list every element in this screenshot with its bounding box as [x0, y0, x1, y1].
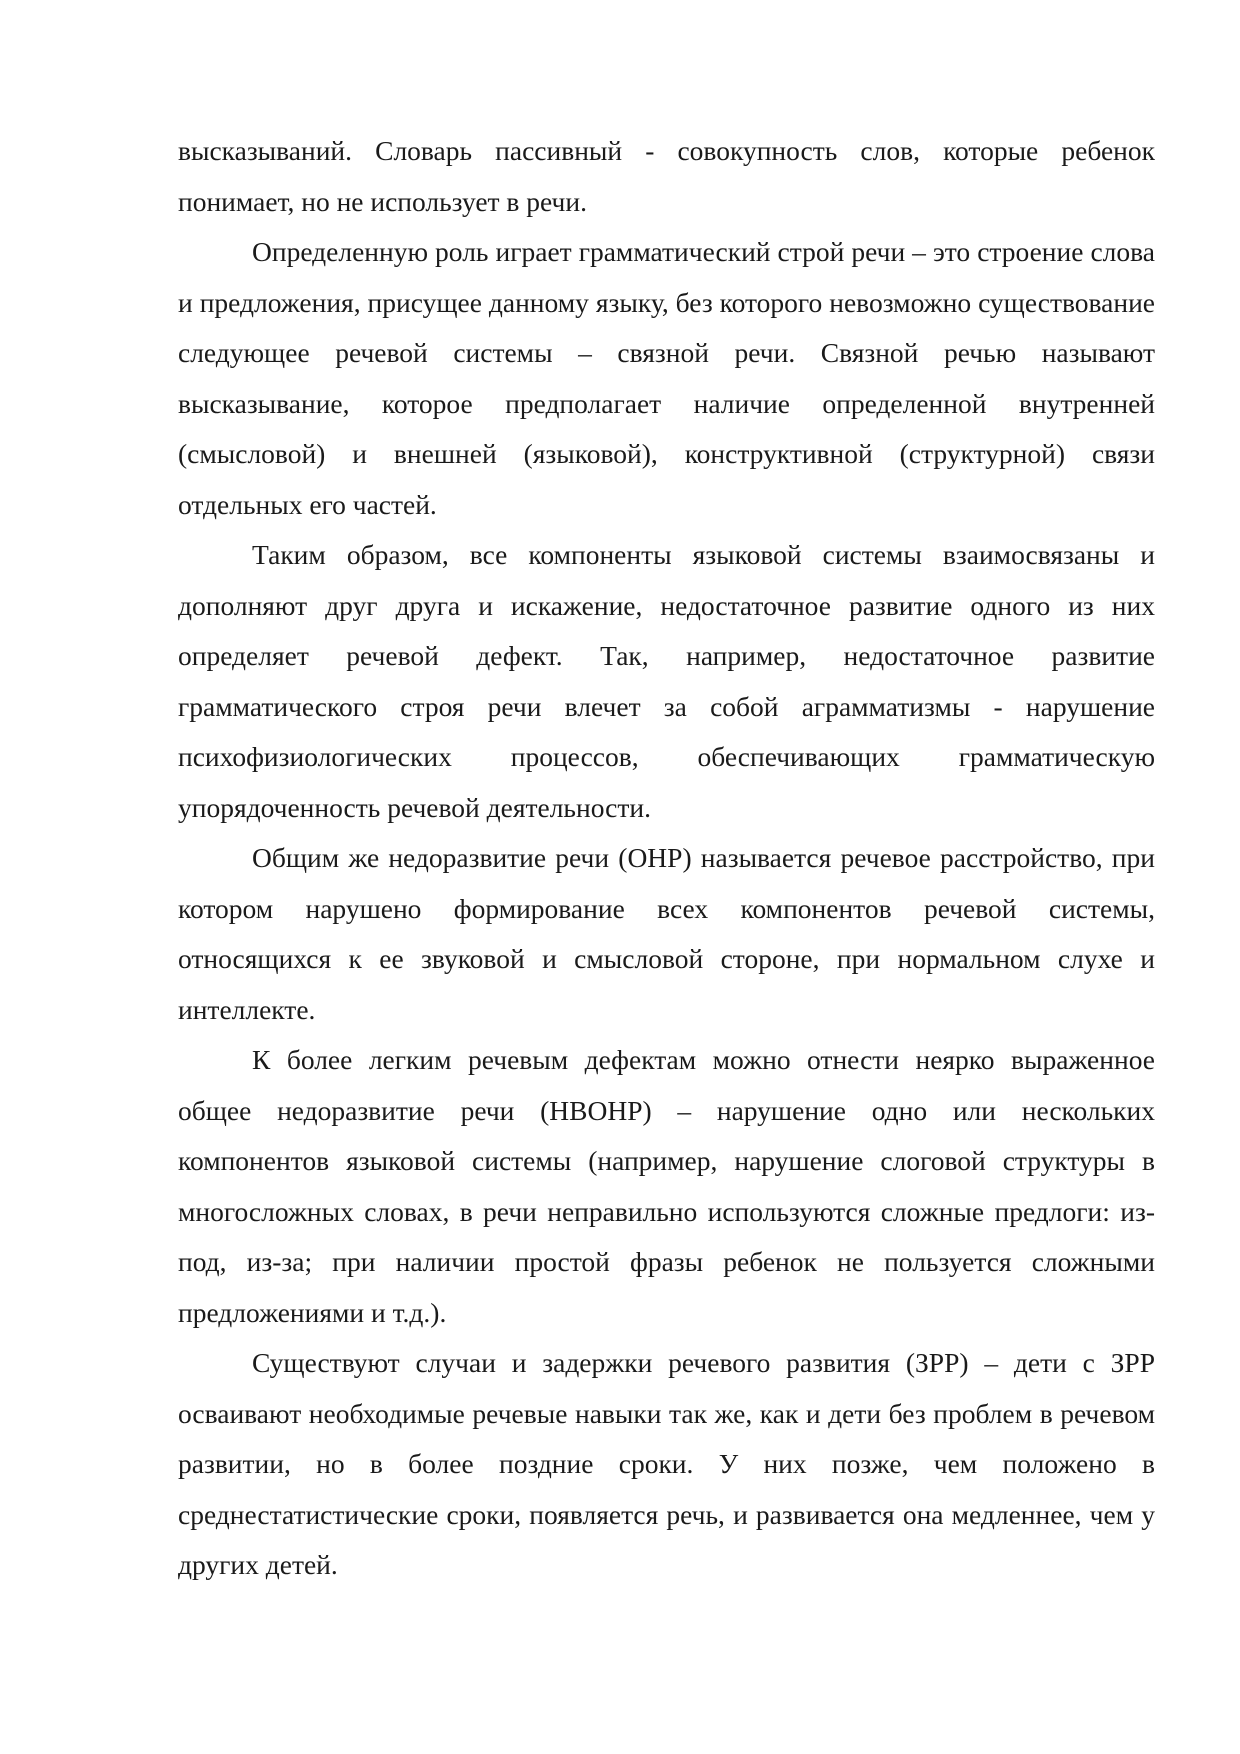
paragraph-onr: Общим же недоразвитие речи (ОНР) называется речевое расстройство, при котором нарушено формирование всех компонентов речевой системы, относящихся к ее звуковой и смысловой стороне, при нормальном слухе и интеллекте.: [178, 842, 1155, 1025]
paragraph-nvonr: К более легким речевым дефектам можно отнести неярко выраженное общее недоразвитие речи (НВОНР) – нарушение одно или нескольких компонентов языковой системы (например, нарушение слоговой структуры в многосложных словах, в речи неправильно используются сложные предлоги: из-под, из-за; при наличии простой фразы ребенок не пользуется сложными предложениями и т.д.).: [178, 1044, 1155, 1328]
paragraph-continuation: высказываний. Словарь пассивный - совокупность слов, которые ребенок понимает, но не использует в речи.: [178, 135, 1155, 217]
paragraph-grammar: Определенную роль играет грамматический строй речи – это строение слова и предложения, присущее данному языку, без которого невозможно существование следующее речевой системы – связной речи. Связной речью называют высказывание, которое предполагает наличие определенной внутренней (смысловой) и внешней (языковой), конструктивной (структурной) связи отдельных его частей.: [178, 236, 1155, 520]
paragraph-language-system: Таким образом, все компоненты языковой системы взаимосвязаны и дополняют друг друга и искажение, недостаточное развитие одного из них определяет речевой дефект. Так, например, недостаточное развитие грамматического строя речи влечет за собой аграмматизмы - нарушение психофизиологических процессов, обеспечивающих грамматическую упорядоченность речевой деятельности.: [178, 539, 1155, 823]
paragraph-zrr: Существуют случаи и задержки речевого развития (ЗРР) – дети с ЗРР осваивают необходимые речевые навыки так же, как и дети без проблем в речевом развитии, но в более поздние сроки. У них позже, чем положено в среднестатистические сроки, появляется речь, и развивается она медленнее, чем у других детей.: [178, 1347, 1155, 1580]
document-body: [178, 126, 1155, 1591]
